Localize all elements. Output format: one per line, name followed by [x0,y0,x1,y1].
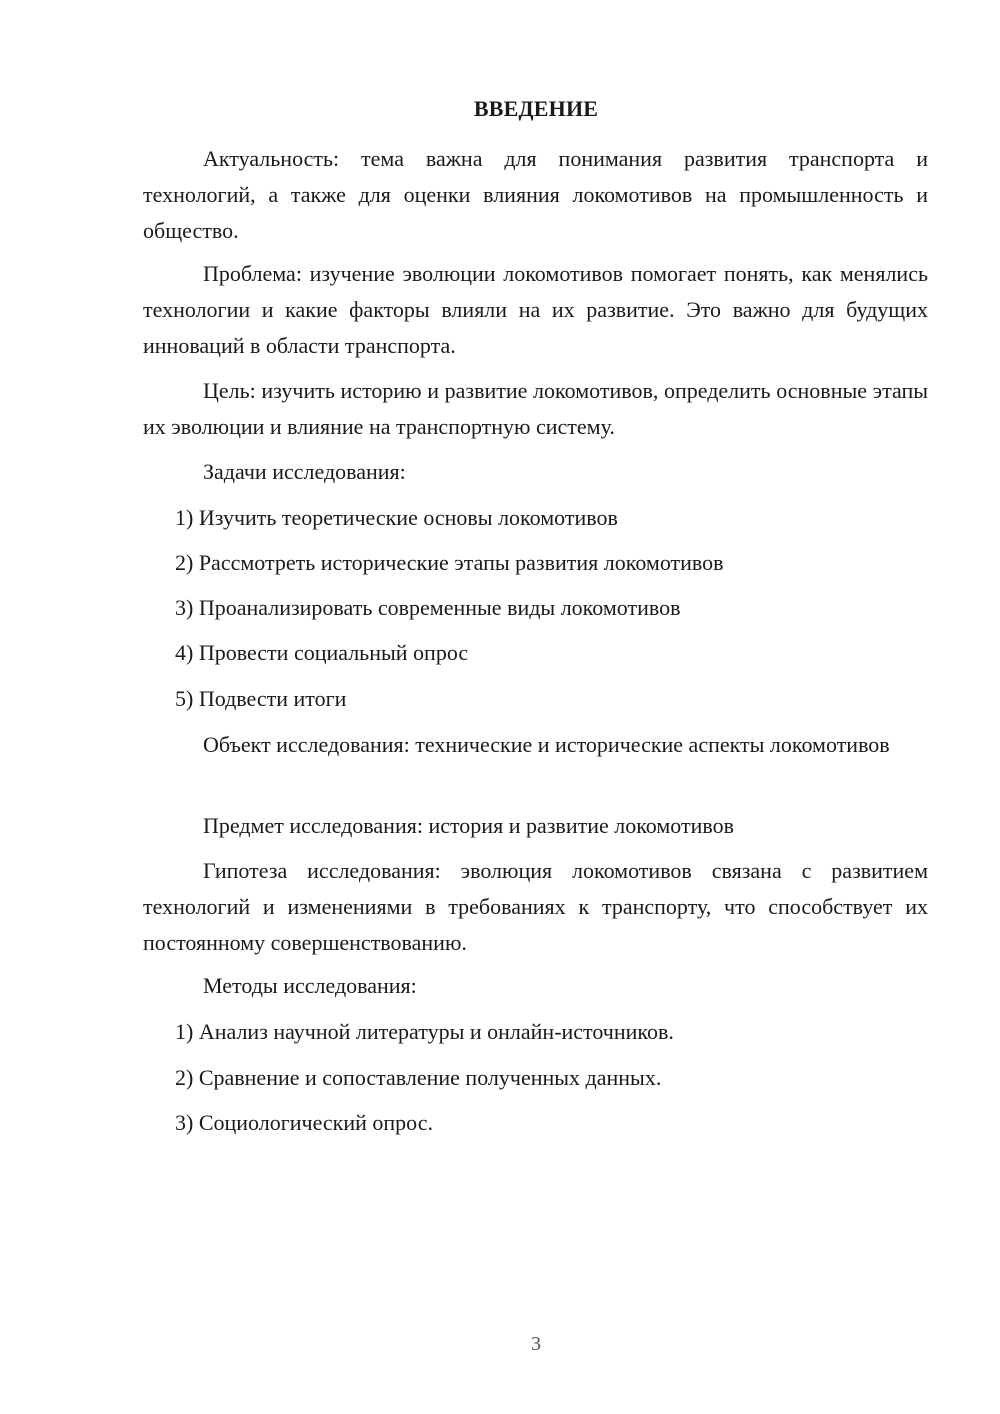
goal-paragraph: Цель: изучить историю и развитие локомотивов, определить основные этапы их эволюции и влияние на транспортную систему. [143,378,928,439]
hypothesis-paragraph: Гипотеза исследования: эволюция локомотивов связана с развитием технологий и изменениями в требованиях к транспорту, что способствует их постоянному совершенствованию. [143,858,928,955]
tasks-heading: Задачи исследования: [203,459,406,484]
method-item-3: 3) Социологический опрос. [175,1110,433,1135]
task-item-4: 4) Провести социальный опрос [175,640,469,665]
task-item-1: 1) Изучить теоретические основы локомотивов [175,505,618,530]
problem-paragraph: Проблема: изучение эволюции локомотивов помогает понять, как менялись технологии и какие факторы влияли на их развитие. Это важно для будущих инноваций в области транспорта. [143,261,928,358]
object-paragraph: Объект исследования: технические и исторические аспекты локомотивов [203,732,890,757]
page-number: 3 [531,1333,541,1355]
section-title: ВВЕДЕНИЕ [473,96,599,121]
task-item-5: 5) Подвести итоги [175,686,347,711]
relevance-paragraph: Актуальность: тема важна для понимания развития транспорта и технологий, а также для оценки влияния локомотивов на промышленность и общество. [143,146,928,243]
method-item-1: 1) Анализ научной литературы и онлайн-источников. [175,1019,674,1044]
subject-paragraph: Предмет исследования: история и развитие локомотивов [203,813,735,838]
task-item-2: 2) Рассмотреть исторические этапы развития локомотивов [175,550,724,575]
task-item-3: 3) Проанализировать современные виды локомотивов [175,595,681,620]
methods-heading: Методы исследования: [203,973,417,998]
method-item-2: 2) Сравнение и сопоставление полученных данных. [175,1065,662,1090]
